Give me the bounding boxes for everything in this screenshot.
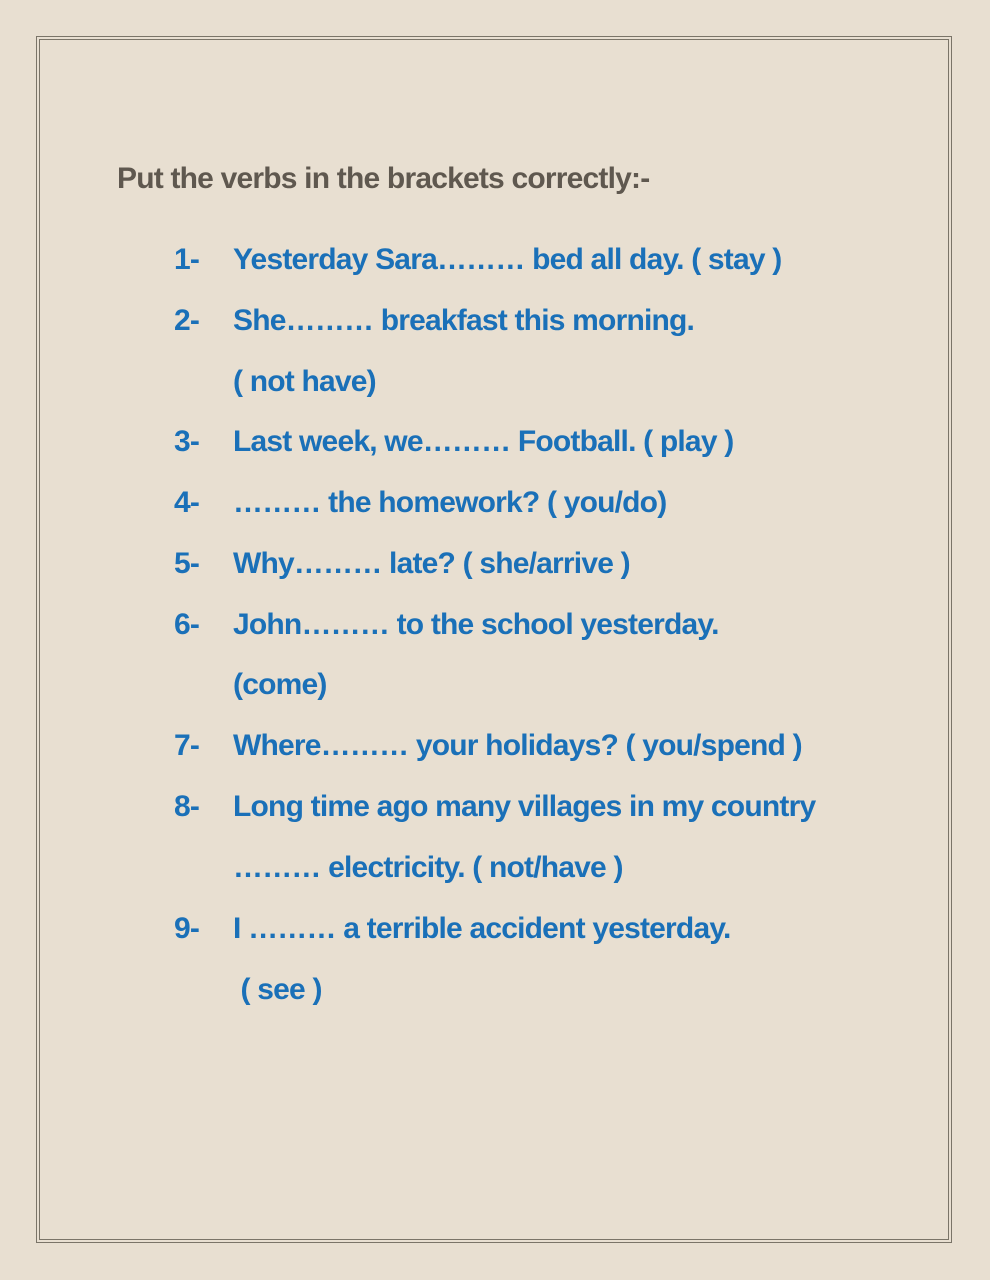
item-text-continued: ( not have)	[233, 365, 376, 398]
item-text: John……… to the school yesterday.	[233, 608, 719, 641]
item-text: Yesterday Sara……… bed all day. ( stay )	[233, 243, 782, 276]
item-text: She……… breakfast this morning.	[233, 304, 695, 337]
item-text: ……… the homework? ( you/do)	[233, 486, 667, 519]
item-number: 3-	[174, 425, 200, 458]
item-text: I ……… a terrible accident yesterday.	[233, 912, 731, 945]
item-text: Last week, we……… Football. ( play )	[233, 425, 734, 458]
item-number: 1-	[174, 243, 200, 276]
exercise-instruction: Put the verbs in the brackets correctly:-	[117, 162, 650, 195]
item-number: 6-	[174, 608, 200, 641]
item-number: 7-	[174, 729, 200, 762]
item-number: 8-	[174, 790, 200, 823]
item-text: Where……… your holidays? ( you/spend )	[233, 729, 802, 762]
item-text: Long time ago many villages in my country	[233, 790, 816, 823]
item-number: 9-	[174, 912, 200, 945]
item-text-continued: (come)	[233, 668, 327, 701]
item-number: 2-	[174, 304, 200, 337]
item-number: 4-	[174, 486, 200, 519]
item-text-continued: ( see )	[233, 973, 322, 1006]
item-number: 5-	[174, 547, 200, 580]
item-text: Why……… late? ( she/arrive )	[233, 547, 630, 580]
item-text-continued: ……… electricity. ( not/have )	[233, 851, 623, 884]
